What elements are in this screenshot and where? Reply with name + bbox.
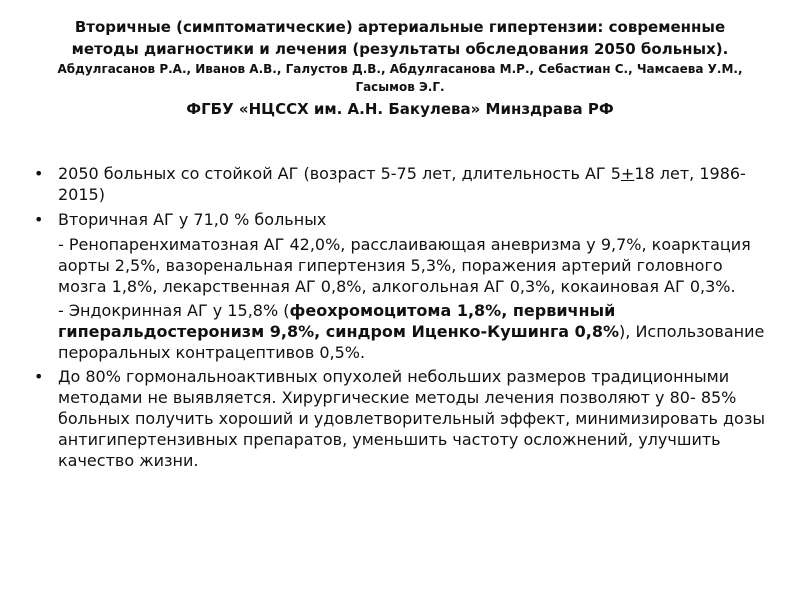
item1-text-before: 2050 больных со стойкой АГ (возраст 5-75 лет, длительность АГ 5 xyxy=(58,164,621,183)
sub2-text-before: - Эндокринная АГ у 15,8% ( xyxy=(58,301,290,320)
list-item xyxy=(34,366,769,471)
list-item xyxy=(34,209,769,230)
authors-line-1: Абдулгасанов Р.А., Иванов А.В., Галустов Д.В., Абдулгасанова М.Р., Себастиан С., Чамсаева У.М., xyxy=(57,62,743,76)
title-line-1: Вторичные (симптоматические) артериальные гипертензии: современные xyxy=(74,18,726,36)
organization: ФГБУ «НЦССХ им. А.Н. Бакулева» Минздрава РФ xyxy=(186,100,614,118)
bullet-icon: • xyxy=(34,164,44,183)
sub2-text-after: ), Использование пероральных контрацептивов 0,5%. xyxy=(58,322,765,362)
sub2-bold-text: феохромоцитома 1,8%, первичный гиперальдостеронизм 9,8%, синдром Иценко-Кушинга 0,8% xyxy=(58,301,620,341)
bullet-icon: • xyxy=(34,210,44,229)
list-item xyxy=(34,163,769,205)
bullet-icon: • xyxy=(34,367,44,386)
slide-title xyxy=(20,16,780,60)
item1-plus-sign: + xyxy=(620,164,635,183)
sub-list-item xyxy=(34,234,769,297)
item3-text: До 80% гормональноактивных опухолей небольших размеров традиционными методами не выявляется. Хирургические методы лечения позволяют у 80- 85% больных получить хороший и удовлетворительный эффект, минимизировать дозы антигипертензивных препаратов, уменьшить частоту осложнений, улучшить качество жизни. xyxy=(58,367,765,470)
authors xyxy=(20,60,780,96)
title-line-2: методы диагностики и лечения (результаты обследования 2050 больных). xyxy=(71,40,729,58)
slide-header xyxy=(20,16,780,120)
sub1-text: - Ренопаренхиматозная АГ 42,0%, расслаивающая аневризма у 9,7%, коарктация аорты 2,5%, вазоренальная гипертензия 5,3%, поражения артерий головного мозга 1,8%, лекарственная АГ 0,8%, алкогольная АГ 0,3%, кокаиновая АГ 0,3%. xyxy=(58,235,751,296)
authors-line-2: Гасымов Э.Г. xyxy=(355,80,445,94)
item1-text-after: 18 лет, 1986-2015) xyxy=(58,164,746,204)
item2-text: Вторичная АГ у 71,0 % больных xyxy=(58,210,327,229)
sub-list-item xyxy=(34,300,769,363)
bullet-list xyxy=(34,163,769,475)
